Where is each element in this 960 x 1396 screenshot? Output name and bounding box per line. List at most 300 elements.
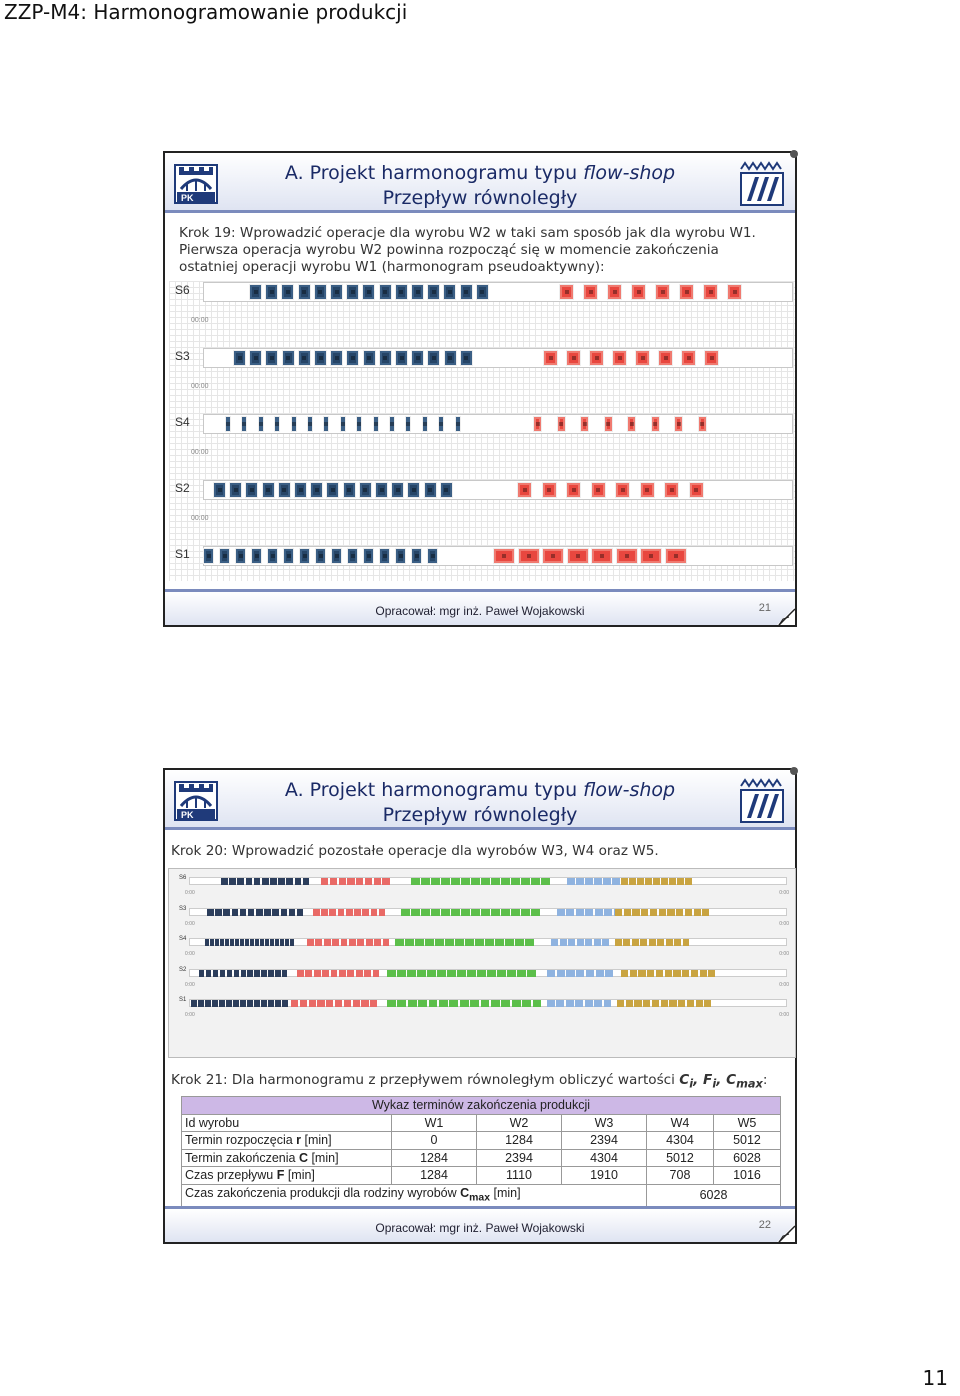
operation-w5[interactable] bbox=[674, 939, 681, 946]
operation-w1[interactable] bbox=[205, 939, 209, 946]
operation-w5[interactable] bbox=[702, 909, 709, 916]
operation-w3[interactable] bbox=[421, 909, 430, 916]
operation-w3[interactable] bbox=[455, 939, 464, 946]
operation-w5[interactable] bbox=[623, 939, 630, 946]
operation-w1[interactable] bbox=[330, 284, 343, 300]
operation-w2[interactable] bbox=[356, 970, 363, 977]
operation-w1[interactable] bbox=[210, 939, 214, 946]
operation-w2[interactable] bbox=[321, 909, 328, 916]
operation-w2[interactable] bbox=[689, 482, 704, 498]
operation-w1[interactable] bbox=[237, 878, 244, 885]
operation-w3[interactable] bbox=[417, 970, 426, 977]
operation-w3[interactable] bbox=[441, 909, 450, 916]
operation-w5[interactable] bbox=[643, 1000, 650, 1007]
operation-w5[interactable] bbox=[676, 909, 683, 916]
operation-w1[interactable] bbox=[275, 939, 279, 946]
operation-w1[interactable] bbox=[283, 548, 294, 564]
operation-w1[interactable] bbox=[285, 939, 289, 946]
operation-w4[interactable] bbox=[605, 970, 613, 977]
operation-w1[interactable] bbox=[363, 548, 374, 564]
operation-w1[interactable] bbox=[267, 548, 278, 564]
operation-w2[interactable] bbox=[335, 1000, 342, 1007]
operation-w3[interactable] bbox=[487, 970, 496, 977]
operation-w3[interactable] bbox=[527, 970, 536, 977]
operation-w4[interactable] bbox=[557, 909, 565, 916]
operation-w1[interactable] bbox=[291, 416, 297, 432]
operation-w3[interactable] bbox=[541, 878, 550, 885]
operation-w2[interactable] bbox=[651, 416, 660, 432]
operation-w5[interactable] bbox=[659, 909, 666, 916]
operation-w2[interactable] bbox=[324, 939, 331, 946]
operation-w1[interactable] bbox=[379, 284, 392, 300]
operation-w1[interactable] bbox=[460, 284, 473, 300]
operation-w1[interactable] bbox=[275, 970, 280, 977]
operation-w5[interactable] bbox=[652, 1000, 659, 1007]
operation-w1[interactable] bbox=[240, 1000, 246, 1007]
operation-w1[interactable] bbox=[215, 909, 222, 916]
operation-w3[interactable] bbox=[501, 909, 510, 916]
operation-w1[interactable] bbox=[460, 350, 473, 366]
operation-w1[interactable] bbox=[255, 939, 259, 946]
operation-w1[interactable] bbox=[346, 350, 359, 366]
operation-w1[interactable] bbox=[298, 350, 311, 366]
operation-w1[interactable] bbox=[427, 350, 440, 366]
operation-w3[interactable] bbox=[465, 939, 474, 946]
operation-w2[interactable] bbox=[616, 548, 638, 564]
operation-w4[interactable] bbox=[585, 939, 592, 946]
operation-w1[interactable] bbox=[256, 909, 263, 916]
operation-w1[interactable] bbox=[346, 284, 359, 300]
operation-w1[interactable] bbox=[207, 909, 214, 916]
operation-w1[interactable] bbox=[411, 284, 424, 300]
operation-w5[interactable] bbox=[657, 939, 664, 946]
operation-w3[interactable] bbox=[405, 939, 414, 946]
operation-w2[interactable] bbox=[362, 909, 369, 916]
operation-w4[interactable] bbox=[556, 1000, 564, 1007]
operation-w1[interactable] bbox=[289, 909, 296, 916]
operation-w2[interactable] bbox=[379, 909, 386, 916]
operation-w1[interactable] bbox=[233, 350, 246, 366]
operation-w5[interactable] bbox=[650, 909, 657, 916]
operation-w2[interactable] bbox=[354, 909, 361, 916]
operation-w1[interactable] bbox=[278, 878, 285, 885]
operation-w1[interactable] bbox=[247, 970, 252, 977]
operation-w1[interactable] bbox=[262, 482, 275, 498]
operation-w2[interactable] bbox=[655, 284, 670, 300]
operation-w2[interactable] bbox=[607, 284, 622, 300]
operation-w4[interactable] bbox=[567, 878, 575, 885]
operation-w2[interactable] bbox=[557, 416, 566, 432]
operation-w3[interactable] bbox=[491, 1000, 500, 1007]
operation-w1[interactable] bbox=[220, 939, 224, 946]
operation-w3[interactable] bbox=[471, 878, 480, 885]
operation-w4[interactable] bbox=[547, 970, 555, 977]
operation-w1[interactable] bbox=[249, 284, 262, 300]
operation-w1[interactable] bbox=[240, 939, 244, 946]
operation-w1[interactable] bbox=[260, 939, 264, 946]
operation-w2[interactable] bbox=[559, 284, 574, 300]
operation-w3[interactable] bbox=[497, 970, 506, 977]
operation-w1[interactable] bbox=[298, 284, 311, 300]
operation-w1[interactable] bbox=[297, 909, 304, 916]
operation-w3[interactable] bbox=[531, 878, 540, 885]
operation-w3[interactable] bbox=[461, 878, 470, 885]
operation-w1[interactable] bbox=[443, 284, 456, 300]
operation-w1[interactable] bbox=[258, 416, 264, 432]
operation-w4[interactable] bbox=[585, 909, 593, 916]
operation-w5[interactable] bbox=[632, 909, 639, 916]
operation-w4[interactable] bbox=[596, 970, 604, 977]
operation-w2[interactable] bbox=[640, 548, 662, 564]
operation-w2[interactable] bbox=[591, 548, 613, 564]
operation-w2[interactable] bbox=[347, 970, 354, 977]
operation-w2[interactable] bbox=[322, 970, 329, 977]
operation-w2[interactable] bbox=[674, 416, 683, 432]
operation-w1[interactable] bbox=[280, 939, 284, 946]
operation-w2[interactable] bbox=[566, 482, 581, 498]
operation-w3[interactable] bbox=[495, 939, 504, 946]
operation-w3[interactable] bbox=[387, 1000, 396, 1007]
operation-w2[interactable] bbox=[346, 909, 353, 916]
operation-w3[interactable] bbox=[521, 878, 530, 885]
operation-w5[interactable] bbox=[669, 878, 676, 885]
operation-w1[interactable] bbox=[340, 416, 346, 432]
operation-w1[interactable] bbox=[411, 548, 422, 564]
operation-w4[interactable] bbox=[585, 1000, 593, 1007]
operation-w2[interactable] bbox=[291, 1000, 298, 1007]
operation-w3[interactable] bbox=[511, 909, 520, 916]
operation-w1[interactable] bbox=[379, 350, 392, 366]
operation-w3[interactable] bbox=[470, 1000, 479, 1007]
operation-w1[interactable] bbox=[438, 416, 444, 432]
operation-w1[interactable] bbox=[272, 909, 279, 916]
operation-w3[interactable] bbox=[397, 970, 406, 977]
operation-w3[interactable] bbox=[521, 909, 530, 916]
operation-w1[interactable] bbox=[213, 970, 218, 977]
operation-w1[interactable] bbox=[246, 878, 253, 885]
operation-w5[interactable] bbox=[667, 909, 674, 916]
operation-w3[interactable] bbox=[533, 1000, 542, 1007]
operation-w4[interactable] bbox=[566, 1000, 574, 1007]
operation-w3[interactable] bbox=[435, 939, 444, 946]
operation-w5[interactable] bbox=[626, 1000, 633, 1007]
operation-w2[interactable] bbox=[615, 482, 630, 498]
operation-w3[interactable] bbox=[429, 1000, 438, 1007]
operation-w4[interactable] bbox=[557, 970, 565, 977]
operation-w2[interactable] bbox=[314, 970, 321, 977]
operation-w1[interactable] bbox=[235, 939, 239, 946]
operation-w2[interactable] bbox=[332, 939, 339, 946]
operation-w3[interactable] bbox=[439, 1000, 448, 1007]
operation-w4[interactable] bbox=[547, 1000, 555, 1007]
operation-w5[interactable] bbox=[685, 878, 692, 885]
operation-w1[interactable] bbox=[220, 970, 225, 977]
operation-w3[interactable] bbox=[451, 878, 460, 885]
operation-w1[interactable] bbox=[440, 482, 453, 498]
operation-w1[interactable] bbox=[225, 939, 229, 946]
operation-w2[interactable] bbox=[704, 350, 719, 366]
operation-w2[interactable] bbox=[374, 878, 381, 885]
operation-w1[interactable] bbox=[326, 482, 339, 498]
operation-w2[interactable] bbox=[580, 416, 589, 432]
operation-w1[interactable] bbox=[229, 482, 242, 498]
operation-w4[interactable] bbox=[566, 909, 574, 916]
operation-w2[interactable] bbox=[305, 970, 312, 977]
operation-w3[interactable] bbox=[477, 970, 486, 977]
operation-w2[interactable] bbox=[631, 284, 646, 300]
operation-w4[interactable] bbox=[586, 970, 594, 977]
operation-w2[interactable] bbox=[329, 909, 336, 916]
operation-w5[interactable] bbox=[647, 970, 654, 977]
operation-w4[interactable] bbox=[576, 878, 584, 885]
operation-w1[interactable] bbox=[241, 416, 247, 432]
operation-w1[interactable] bbox=[198, 1000, 204, 1007]
operation-w1[interactable] bbox=[282, 350, 295, 366]
operation-w2[interactable] bbox=[365, 878, 372, 885]
operation-w1[interactable] bbox=[373, 416, 379, 432]
operation-w1[interactable] bbox=[303, 878, 310, 885]
operation-w1[interactable] bbox=[227, 970, 232, 977]
operation-w3[interactable] bbox=[457, 970, 466, 977]
operation-w3[interactable] bbox=[427, 970, 436, 977]
operation-w3[interactable] bbox=[445, 939, 454, 946]
operation-w1[interactable] bbox=[444, 350, 457, 366]
operation-w2[interactable] bbox=[341, 939, 348, 946]
operation-w2[interactable] bbox=[517, 482, 532, 498]
operation-w2[interactable] bbox=[664, 482, 679, 498]
operation-w2[interactable] bbox=[681, 350, 696, 366]
operation-w2[interactable] bbox=[374, 939, 381, 946]
operation-w2[interactable] bbox=[339, 970, 346, 977]
operation-w1[interactable] bbox=[233, 1000, 239, 1007]
operation-w1[interactable] bbox=[203, 548, 214, 564]
operation-w4[interactable] bbox=[612, 878, 620, 885]
operation-w2[interactable] bbox=[612, 350, 627, 366]
operation-w1[interactable] bbox=[331, 548, 342, 564]
operation-w5[interactable] bbox=[621, 878, 628, 885]
operation-w1[interactable] bbox=[281, 284, 294, 300]
operation-w1[interactable] bbox=[455, 416, 461, 432]
operation-w3[interactable] bbox=[501, 878, 510, 885]
operation-w2[interactable] bbox=[326, 1000, 333, 1007]
operation-w2[interactable] bbox=[338, 909, 345, 916]
operation-w1[interactable] bbox=[476, 284, 489, 300]
operation-w2[interactable] bbox=[339, 878, 346, 885]
operation-w1[interactable] bbox=[249, 350, 262, 366]
operation-w3[interactable] bbox=[437, 970, 446, 977]
operation-w1[interactable] bbox=[226, 1000, 232, 1007]
operation-w2[interactable] bbox=[370, 1000, 377, 1007]
operation-w5[interactable] bbox=[685, 909, 692, 916]
operation-w2[interactable] bbox=[640, 482, 655, 498]
operation-w1[interactable] bbox=[411, 350, 424, 366]
operation-w5[interactable] bbox=[634, 1000, 641, 1007]
operation-w1[interactable] bbox=[205, 1000, 211, 1007]
operation-w3[interactable] bbox=[421, 878, 430, 885]
operation-w1[interactable] bbox=[395, 548, 406, 564]
operation-w1[interactable] bbox=[379, 548, 390, 564]
operation-w1[interactable] bbox=[265, 350, 278, 366]
operation-w1[interactable] bbox=[330, 350, 343, 366]
operation-w1[interactable] bbox=[282, 1000, 288, 1007]
operation-w5[interactable] bbox=[691, 970, 698, 977]
operation-w5[interactable] bbox=[640, 939, 647, 946]
operation-w5[interactable] bbox=[682, 970, 689, 977]
operation-w1[interactable] bbox=[424, 482, 437, 498]
operation-w5[interactable] bbox=[617, 1000, 624, 1007]
operation-w2[interactable] bbox=[703, 284, 718, 300]
operation-w2[interactable] bbox=[357, 939, 364, 946]
operation-w3[interactable] bbox=[511, 878, 520, 885]
operation-w5[interactable] bbox=[638, 970, 645, 977]
operation-w1[interactable] bbox=[295, 878, 302, 885]
operation-w3[interactable] bbox=[475, 939, 484, 946]
operation-w1[interactable] bbox=[391, 482, 404, 498]
operation-w1[interactable] bbox=[347, 548, 358, 564]
operation-w2[interactable] bbox=[518, 548, 540, 564]
operation-w1[interactable] bbox=[281, 909, 288, 916]
operation-w1[interactable] bbox=[264, 909, 271, 916]
operation-w3[interactable] bbox=[411, 909, 420, 916]
operation-w1[interactable] bbox=[395, 350, 408, 366]
operation-w2[interactable] bbox=[583, 284, 598, 300]
operation-w5[interactable] bbox=[615, 909, 622, 916]
operation-w2[interactable] bbox=[317, 1000, 324, 1007]
operation-w1[interactable] bbox=[247, 1000, 253, 1007]
operation-w3[interactable] bbox=[491, 909, 500, 916]
operation-w1[interactable] bbox=[219, 548, 230, 564]
operation-w4[interactable] bbox=[594, 939, 601, 946]
operation-w5[interactable] bbox=[683, 939, 690, 946]
operation-w2[interactable] bbox=[383, 939, 390, 946]
operation-w1[interactable] bbox=[268, 1000, 274, 1007]
operation-w1[interactable] bbox=[223, 909, 230, 916]
operation-w2[interactable] bbox=[361, 1000, 368, 1007]
operation-w1[interactable] bbox=[225, 416, 231, 432]
operation-w1[interactable] bbox=[275, 1000, 281, 1007]
operation-w1[interactable] bbox=[254, 970, 259, 977]
operation-w1[interactable] bbox=[270, 878, 277, 885]
operation-w3[interactable] bbox=[522, 1000, 531, 1007]
operation-w5[interactable] bbox=[632, 939, 639, 946]
operation-w1[interactable] bbox=[254, 1000, 260, 1007]
operation-w1[interactable] bbox=[232, 909, 239, 916]
operation-w1[interactable] bbox=[314, 284, 327, 300]
operation-w1[interactable] bbox=[199, 970, 204, 977]
operation-w5[interactable] bbox=[665, 970, 672, 977]
operation-w1[interactable] bbox=[314, 350, 327, 366]
operation-w4[interactable] bbox=[551, 939, 558, 946]
operation-w5[interactable] bbox=[677, 878, 684, 885]
operation-w3[interactable] bbox=[449, 1000, 458, 1007]
operation-w3[interactable] bbox=[505, 939, 514, 946]
operation-w2[interactable] bbox=[589, 350, 604, 366]
operation-w1[interactable] bbox=[270, 939, 274, 946]
operation-w1[interactable] bbox=[307, 416, 313, 432]
operation-w2[interactable] bbox=[297, 970, 304, 977]
operation-w1[interactable] bbox=[245, 482, 258, 498]
operation-w1[interactable] bbox=[191, 1000, 197, 1007]
operation-w1[interactable] bbox=[299, 548, 310, 564]
operation-w3[interactable] bbox=[451, 909, 460, 916]
operation-w3[interactable] bbox=[481, 878, 490, 885]
operation-w3[interactable] bbox=[481, 1000, 490, 1007]
operation-w1[interactable] bbox=[323, 416, 329, 432]
operation-w1[interactable] bbox=[290, 939, 294, 946]
operation-w1[interactable] bbox=[363, 350, 376, 366]
operation-w1[interactable] bbox=[427, 548, 438, 564]
operation-w2[interactable] bbox=[364, 970, 371, 977]
operation-w1[interactable] bbox=[215, 939, 219, 946]
operation-w2[interactable] bbox=[591, 482, 606, 498]
operation-w2[interactable] bbox=[679, 284, 694, 300]
operation-w2[interactable] bbox=[344, 1000, 351, 1007]
operation-w3[interactable] bbox=[447, 970, 456, 977]
operation-w4[interactable] bbox=[604, 1000, 612, 1007]
operation-w3[interactable] bbox=[418, 1000, 427, 1007]
operation-w5[interactable] bbox=[615, 939, 622, 946]
operation-w2[interactable] bbox=[566, 350, 581, 366]
operation-w2[interactable] bbox=[604, 416, 613, 432]
operation-w1[interactable] bbox=[213, 482, 226, 498]
operation-w3[interactable] bbox=[407, 970, 416, 977]
operation-w3[interactable] bbox=[471, 909, 480, 916]
operation-w1[interactable] bbox=[343, 482, 356, 498]
operation-w3[interactable] bbox=[481, 909, 490, 916]
operation-w2[interactable] bbox=[356, 878, 363, 885]
operation-w3[interactable] bbox=[517, 970, 526, 977]
operation-w5[interactable] bbox=[704, 1000, 711, 1007]
operation-w2[interactable] bbox=[543, 350, 558, 366]
operation-w4[interactable] bbox=[603, 878, 611, 885]
operation-w4[interactable] bbox=[568, 939, 575, 946]
operation-w2[interactable] bbox=[373, 970, 380, 977]
operation-w2[interactable] bbox=[307, 939, 314, 946]
operation-w1[interactable] bbox=[286, 878, 293, 885]
operation-w1[interactable] bbox=[310, 482, 323, 498]
operation-w1[interactable] bbox=[268, 970, 273, 977]
operation-w2[interactable] bbox=[627, 416, 636, 432]
operation-w3[interactable] bbox=[491, 878, 500, 885]
operation-w1[interactable] bbox=[254, 878, 261, 885]
operation-w1[interactable] bbox=[250, 939, 254, 946]
operation-w4[interactable] bbox=[604, 909, 612, 916]
operation-w1[interactable] bbox=[212, 1000, 218, 1007]
operation-w4[interactable] bbox=[595, 909, 603, 916]
operation-w2[interactable] bbox=[665, 548, 687, 564]
operation-w1[interactable] bbox=[241, 970, 246, 977]
operation-w2[interactable] bbox=[330, 878, 337, 885]
operation-w5[interactable] bbox=[653, 878, 660, 885]
operation-w1[interactable] bbox=[362, 284, 375, 300]
operation-w4[interactable] bbox=[576, 970, 584, 977]
operation-w1[interactable] bbox=[405, 416, 411, 432]
operation-w3[interactable] bbox=[431, 909, 440, 916]
operation-w1[interactable] bbox=[261, 1000, 267, 1007]
operation-w4[interactable] bbox=[577, 939, 584, 946]
operation-w4[interactable] bbox=[566, 970, 574, 977]
operation-w1[interactable] bbox=[240, 909, 247, 916]
operation-w1[interactable] bbox=[261, 970, 266, 977]
operation-w4[interactable] bbox=[602, 939, 609, 946]
operation-w3[interactable] bbox=[512, 1000, 521, 1007]
operation-w1[interactable] bbox=[274, 416, 280, 432]
operation-w2[interactable] bbox=[353, 1000, 360, 1007]
operation-w2[interactable] bbox=[300, 1000, 307, 1007]
operation-w1[interactable] bbox=[251, 548, 262, 564]
operation-w2[interactable] bbox=[313, 909, 320, 916]
operation-w1[interactable] bbox=[235, 548, 246, 564]
